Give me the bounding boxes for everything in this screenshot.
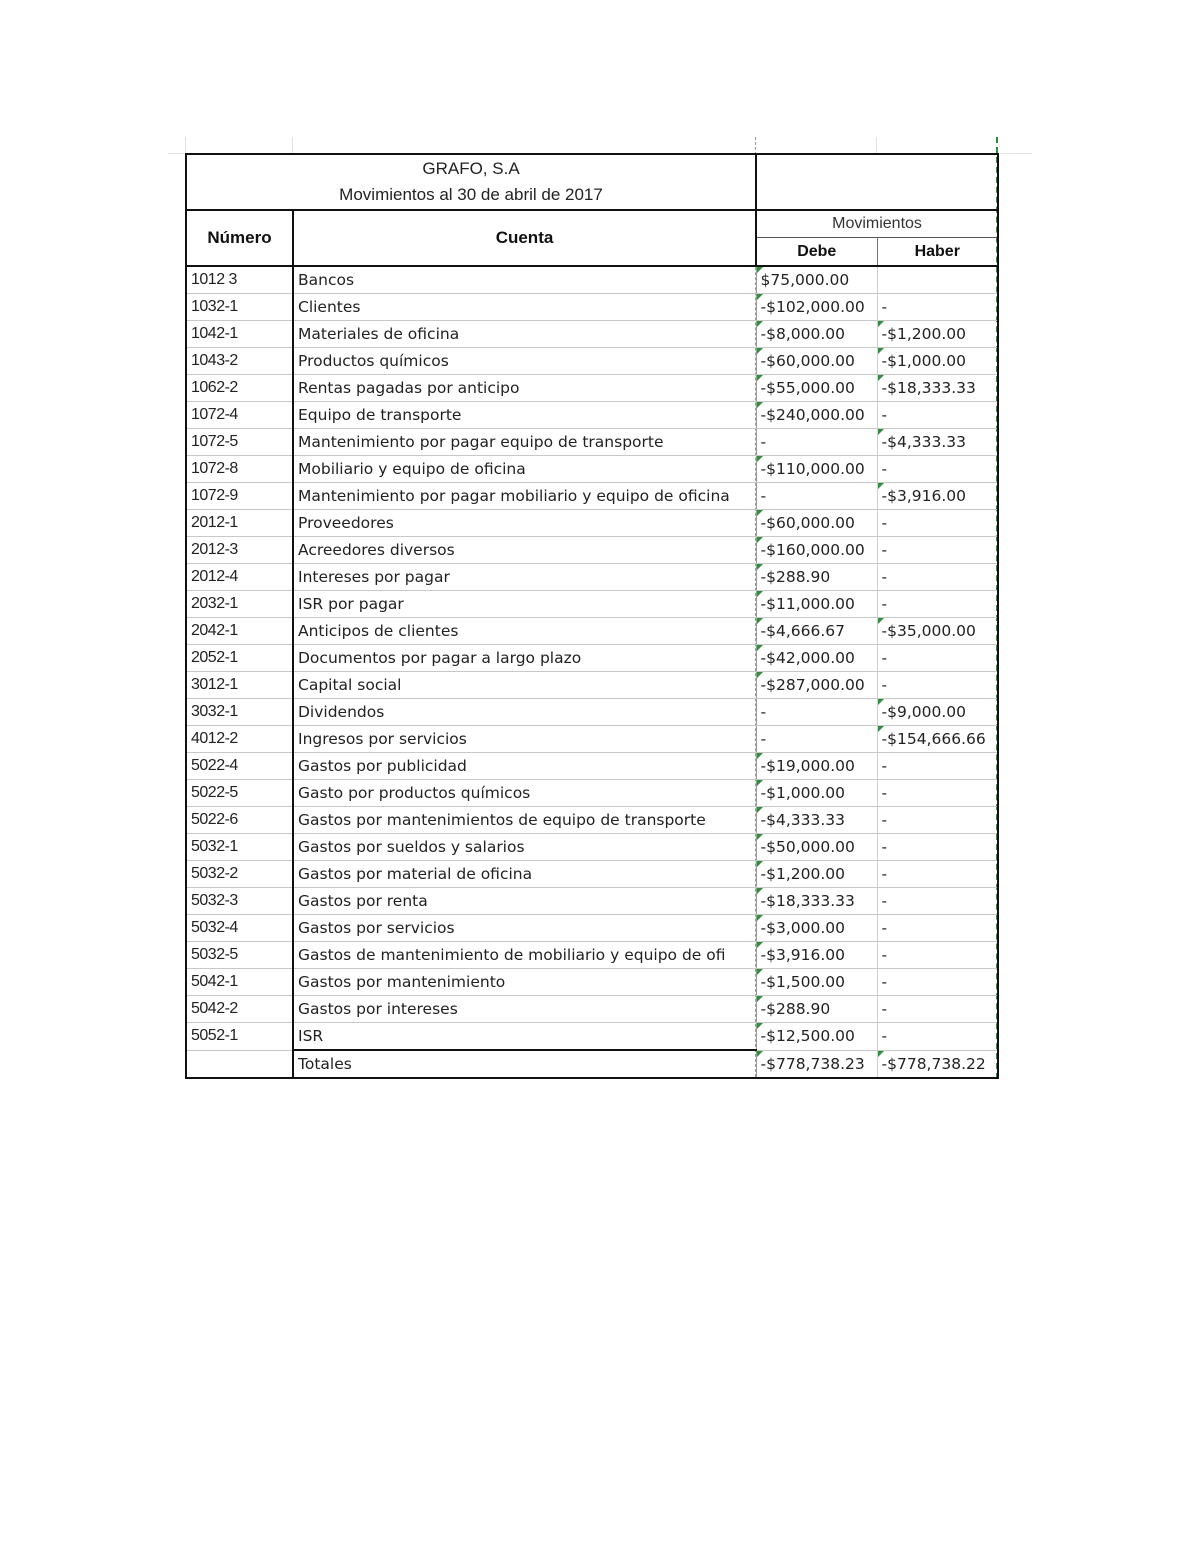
error-indicator-icon: [878, 618, 884, 624]
cell-cuenta[interactable]: Materiales de oficina: [293, 321, 756, 348]
table-row: [186, 348, 998, 375]
cell-cuenta[interactable]: Mobiliario y equipo de oficina: [293, 456, 756, 483]
cell-haber[interactable]: [877, 266, 998, 294]
cell-haber-value: -: [881, 838, 888, 856]
cell-haber[interactable]: [877, 294, 998, 321]
cell-debe[interactable]: [756, 591, 877, 618]
cell-debe[interactable]: [756, 888, 877, 915]
total-haber-value: -$778,738.22: [881, 1054, 986, 1073]
cell-haber-value: -$1,000.00: [881, 352, 966, 370]
cell-haber-value: -$35,000.00: [881, 622, 976, 640]
error-indicator-icon: [757, 780, 763, 786]
company-name: GRAFO, S.A: [422, 159, 520, 178]
cell-debe[interactable]: [756, 348, 877, 375]
cell-numero[interactable]: 5022-5: [186, 780, 293, 807]
error-indicator-icon: [757, 564, 763, 570]
cell-haber[interactable]: [877, 1023, 998, 1051]
error-indicator-icon: [757, 537, 763, 543]
cell-debe-value: -$4,333.33: [760, 811, 845, 829]
table-row: [186, 266, 998, 294]
report-title: [186, 154, 756, 210]
table-row: [186, 321, 998, 348]
cell-debe[interactable]: [756, 726, 877, 753]
cell-numero[interactable]: 1012 3: [186, 266, 293, 294]
total-debe-value: -$778,738.23: [760, 1054, 865, 1073]
cell-numero[interactable]: 5022-6: [186, 807, 293, 834]
cell-debe-value: -$240,000.00: [760, 406, 865, 424]
error-indicator-icon: [757, 996, 763, 1002]
gridline: [876, 137, 877, 153]
table-row: [186, 915, 998, 942]
header-haber: Haber: [877, 238, 998, 267]
cell-haber[interactable]: [877, 645, 998, 672]
cell-haber[interactable]: [877, 348, 998, 375]
cell-debe-value: $75,000.00: [760, 271, 850, 289]
table-row: [186, 483, 998, 510]
error-indicator-icon: [757, 294, 763, 300]
cell-haber[interactable]: [877, 699, 998, 726]
cell-debe[interactable]: [756, 915, 877, 942]
cell-numero[interactable]: 1072-9: [186, 483, 293, 510]
cell-haber[interactable]: [877, 672, 998, 699]
cell-cuenta[interactable]: Rentas pagadas por anticipo: [293, 375, 756, 402]
cell-cuenta[interactable]: Clientes: [293, 294, 756, 321]
cell-debe-value: -$3,916.00: [760, 946, 845, 964]
error-indicator-icon: [757, 321, 763, 327]
cell-numero[interactable]: 2042-1: [186, 618, 293, 645]
cell-debe[interactable]: [756, 456, 877, 483]
cell-haber-value: -: [881, 595, 888, 613]
cell-haber-value: -$3,916.00: [881, 487, 966, 505]
cell-cuenta[interactable]: Capital social: [293, 672, 756, 699]
cell-haber[interactable]: [877, 942, 998, 969]
cell-debe-value: -$3,000.00: [760, 919, 845, 937]
error-indicator-icon: [757, 456, 763, 462]
cell-haber[interactable]: [877, 618, 998, 645]
cell-haber-value: -: [881, 1000, 888, 1018]
cell-debe-value: -$60,000.00: [760, 514, 855, 532]
cell-numero[interactable]: 3032-1: [186, 699, 293, 726]
cell-debe-value: -$1,500.00: [760, 973, 845, 991]
cell-debe[interactable]: [756, 942, 877, 969]
cell-debe[interactable]: [756, 429, 877, 456]
cell-haber[interactable]: [877, 591, 998, 618]
ledger-body: [186, 266, 998, 1078]
cell-haber-value: -: [881, 811, 888, 829]
table-row: [186, 699, 998, 726]
cell-haber[interactable]: [877, 321, 998, 348]
error-indicator-icon: [757, 807, 763, 813]
cell-haber-value: -: [881, 973, 888, 991]
error-indicator-icon: [878, 348, 884, 354]
cell-numero[interactable]: 1072-8: [186, 456, 293, 483]
total-debe[interactable]: [756, 1050, 877, 1078]
cell-debe-value: -$8,000.00: [760, 325, 845, 343]
error-indicator-icon: [878, 375, 884, 381]
cell-debe-value: -$55,000.00: [760, 379, 855, 397]
cell-cuenta[interactable]: Gastos por renta: [293, 888, 756, 915]
table-row: [186, 618, 998, 645]
cell-numero[interactable]: 2012-3: [186, 537, 293, 564]
cell-haber[interactable]: [877, 834, 998, 861]
cell-debe-value: -$288.90: [760, 568, 831, 586]
cell-haber-value: -: [881, 757, 888, 775]
cell-debe-value: -$60,000.00: [760, 352, 855, 370]
gridline: [1000, 153, 1032, 154]
cell-haber[interactable]: [877, 726, 998, 753]
cell-haber[interactable]: [877, 996, 998, 1023]
cell-cuenta[interactable]: ISR: [293, 1023, 756, 1051]
cell-debe-value: -: [760, 487, 767, 505]
cell-haber[interactable]: [877, 402, 998, 429]
cell-cuenta[interactable]: Gasto por productos químicos: [293, 780, 756, 807]
table-row: [186, 942, 998, 969]
table-row: [186, 834, 998, 861]
cell-cuenta[interactable]: Anticipos de clientes: [293, 618, 756, 645]
cell-numero[interactable]: 1043-2: [186, 348, 293, 375]
cell-debe[interactable]: [756, 402, 877, 429]
cell-numero[interactable]: 5042-1: [186, 969, 293, 996]
cell-cuenta[interactable]: Gastos por material de oficina: [293, 861, 756, 888]
cell-debe[interactable]: [756, 834, 877, 861]
cell-haber-value: -: [881, 946, 888, 964]
cell-debe[interactable]: [756, 510, 877, 537]
cell-cuenta[interactable]: Dividendos: [293, 699, 756, 726]
table-row: [186, 591, 998, 618]
error-indicator-icon: [757, 1023, 763, 1029]
error-indicator-icon: [757, 510, 763, 516]
cell-numero[interactable]: 5032-5: [186, 942, 293, 969]
cell-numero[interactable]: 1042-1: [186, 321, 293, 348]
error-indicator-icon: [757, 645, 763, 651]
cell-numero[interactable]: 1072-4: [186, 402, 293, 429]
table-row: [186, 456, 998, 483]
error-indicator-icon: [757, 618, 763, 624]
header-cuenta: Cuenta: [293, 210, 756, 266]
error-indicator-icon: [757, 834, 763, 840]
cell-numero[interactable]: 3012-1: [186, 672, 293, 699]
table-row: [186, 429, 998, 456]
cell-debe[interactable]: [756, 483, 877, 510]
gridline: [168, 153, 185, 154]
cell-haber-value: -: [881, 649, 888, 667]
cell-debe[interactable]: [756, 807, 877, 834]
error-indicator-icon: [757, 591, 763, 597]
cell-haber[interactable]: [877, 537, 998, 564]
cell-debe-value: -: [760, 703, 767, 721]
cell-haber-value: -: [881, 568, 888, 586]
cell-haber-value: -$1,200.00: [881, 325, 966, 343]
cell-haber-value: -: [881, 541, 888, 559]
table-row: [186, 888, 998, 915]
error-indicator-icon: [757, 267, 763, 273]
cell-haber[interactable]: [877, 915, 998, 942]
title-blank-cell: [756, 154, 998, 210]
totals-label[interactable]: Totales: [293, 1050, 756, 1078]
error-indicator-icon: [757, 348, 763, 354]
cell-numero[interactable]: 5052-1: [186, 1023, 293, 1051]
cell-debe[interactable]: [756, 266, 877, 294]
table-row: [186, 996, 998, 1023]
cell-debe-value: -$42,000.00: [760, 649, 855, 667]
cell-numero[interactable]: 4012-2: [186, 726, 293, 753]
cell-cuenta[interactable]: Productos químicos: [293, 348, 756, 375]
cell-numero[interactable]: 2052-1: [186, 645, 293, 672]
cell-haber[interactable]: [877, 456, 998, 483]
error-indicator-icon: [757, 942, 763, 948]
error-indicator-icon: [878, 321, 884, 327]
cell-debe[interactable]: [756, 996, 877, 1023]
error-indicator-icon: [878, 429, 884, 435]
cell-numero[interactable]: 5042-2: [186, 996, 293, 1023]
cell-debe[interactable]: [756, 861, 877, 888]
table-row: [186, 537, 998, 564]
cell-haber[interactable]: [877, 861, 998, 888]
error-indicator-icon: [757, 1051, 763, 1057]
table-row: [186, 672, 998, 699]
error-indicator-icon: [757, 402, 763, 408]
table-row: [186, 402, 998, 429]
cell-haber-value: -: [881, 1027, 888, 1046]
table-row: [186, 375, 998, 402]
error-indicator-icon: [878, 483, 884, 489]
cell-numero[interactable]: 1032-1: [186, 294, 293, 321]
ledger-table: [185, 153, 999, 1079]
cell-cuenta[interactable]: Intereses por pagar: [293, 564, 756, 591]
cell-debe-value: -$160,000.00: [760, 541, 865, 559]
cell-haber[interactable]: [877, 510, 998, 537]
error-indicator-icon: [757, 888, 763, 894]
cell-cuenta[interactable]: Ingresos por servicios: [293, 726, 756, 753]
cell-debe-value: -$287,000.00: [760, 676, 865, 694]
cell-haber-value: -$4,333.33: [881, 433, 966, 451]
cell-cuenta[interactable]: Proveedores: [293, 510, 756, 537]
error-indicator-icon: [757, 375, 763, 381]
error-indicator-icon: [757, 915, 763, 921]
cell-cuenta[interactable]: Gastos de mantenimiento de mobiliario y equipo de ofi: [293, 942, 756, 969]
cell-debe[interactable]: [756, 618, 877, 645]
cell-numero[interactable]: 5032-2: [186, 861, 293, 888]
cell-debe[interactable]: [756, 645, 877, 672]
cell-cuenta[interactable]: Gastos por mantenimiento: [293, 969, 756, 996]
cell-haber-value: -$9,000.00: [881, 703, 966, 721]
cell-numero[interactable]: 5032-4: [186, 915, 293, 942]
table-row: [186, 645, 998, 672]
cell-haber[interactable]: [877, 753, 998, 780]
cell-debe-value: -: [760, 730, 767, 748]
cell-cuenta[interactable]: Equipo de transporte: [293, 402, 756, 429]
report-subtitle: Movimientos al 30 de abril de 2017: [339, 185, 603, 204]
error-indicator-icon: [757, 753, 763, 759]
cell-haber[interactable]: [877, 483, 998, 510]
cell-debe[interactable]: [756, 672, 877, 699]
cell-haber[interactable]: [877, 429, 998, 456]
error-indicator-icon: [757, 969, 763, 975]
cell-debe[interactable]: [756, 375, 877, 402]
cell-cuenta[interactable]: Mantenimiento por pagar equipo de transporte: [293, 429, 756, 456]
cell-debe[interactable]: [756, 1023, 877, 1051]
cell-debe-value: -$1,000.00: [760, 784, 845, 802]
table-row: [186, 753, 998, 780]
header-numero: Número: [186, 210, 293, 266]
cell-haber[interactable]: [877, 564, 998, 591]
cell-numero[interactable]: 2012-4: [186, 564, 293, 591]
cell-haber[interactable]: [877, 888, 998, 915]
cell-haber-value: -: [881, 676, 888, 694]
cell-debe-value: -$4,666.67: [760, 622, 845, 640]
cell-debe[interactable]: [756, 699, 877, 726]
cell-debe-value: -$12,500.00: [760, 1027, 855, 1046]
error-indicator-icon: [757, 672, 763, 678]
cell-cuenta[interactable]: Bancos: [293, 266, 756, 294]
table-row: [186, 294, 998, 321]
cell-numero[interactable]: 2032-1: [186, 591, 293, 618]
cell-cuenta[interactable]: ISR por pagar: [293, 591, 756, 618]
cell-cuenta[interactable]: Gastos por intereses: [293, 996, 756, 1023]
cell-haber-value: -$18,333.33: [881, 379, 976, 397]
cell-debe[interactable]: [756, 537, 877, 564]
cell-cuenta[interactable]: Gastos por servicios: [293, 915, 756, 942]
cell-debe[interactable]: [756, 564, 877, 591]
cell-haber-value: -: [881, 865, 888, 883]
cell-haber[interactable]: [877, 969, 998, 996]
table-row: [186, 726, 998, 753]
cell-debe-value: -$102,000.00: [760, 298, 865, 316]
cell-debe-value: -$110,000.00: [760, 460, 865, 478]
cell-haber-value: -$154,666.66: [881, 730, 986, 748]
cell-numero[interactable]: 5022-4: [186, 753, 293, 780]
table-row: [186, 510, 998, 537]
cell-cuenta[interactable]: Mantenimiento por pagar mobiliario y equipo de oficina: [293, 483, 756, 510]
cell-numero[interactable]: [186, 1050, 293, 1078]
cell-haber[interactable]: [877, 807, 998, 834]
cell-cuenta[interactable]: Gastos por publicidad: [293, 753, 756, 780]
cell-debe-value: -$11,000.00: [760, 595, 855, 613]
cell-debe[interactable]: [756, 294, 877, 321]
cell-debe[interactable]: [756, 780, 877, 807]
table-row: [186, 861, 998, 888]
cell-numero[interactable]: 2012-1: [186, 510, 293, 537]
totals-row: [186, 1050, 998, 1078]
gridline: [185, 137, 186, 153]
cell-debe-value: -$50,000.00: [760, 838, 855, 856]
cell-debe[interactable]: [756, 321, 877, 348]
table-row: [186, 564, 998, 591]
error-indicator-icon: [878, 1051, 884, 1057]
gridline: [292, 137, 293, 153]
cell-debe-value: -: [760, 433, 767, 451]
table-row: [186, 969, 998, 996]
cell-numero[interactable]: 1072-5: [186, 429, 293, 456]
cell-haber-value: -: [881, 514, 888, 532]
total-haber[interactable]: [877, 1050, 998, 1078]
header-debe: Debe: [756, 238, 877, 267]
cell-haber-value: -: [881, 892, 888, 910]
cell-debe-value: -$18,333.33: [760, 892, 855, 910]
cell-cuenta[interactable]: Gastos por mantenimientos de equipo de transporte: [293, 807, 756, 834]
cell-debe-value: -$1,200.00: [760, 865, 845, 883]
cell-numero[interactable]: 1062-2: [186, 375, 293, 402]
header-movimientos: Movimientos: [756, 210, 998, 238]
table-row: [186, 807, 998, 834]
cell-haber-value: -: [881, 919, 888, 937]
cell-debe-value: -$288.90: [760, 1000, 831, 1018]
table-row: [186, 780, 998, 807]
cell-cuenta[interactable]: Documentos por pagar a largo plazo: [293, 645, 756, 672]
cell-haber[interactable]: [877, 375, 998, 402]
cell-haber-value: -: [881, 406, 888, 424]
cell-numero[interactable]: 5032-1: [186, 834, 293, 861]
error-indicator-icon: [878, 726, 884, 732]
cell-haber[interactable]: [877, 780, 998, 807]
cell-debe[interactable]: [756, 969, 877, 996]
cell-haber-value: -: [881, 784, 888, 802]
table-row: [186, 1023, 998, 1051]
cell-haber-value: -: [881, 298, 888, 316]
cell-numero[interactable]: 5032-3: [186, 888, 293, 915]
error-indicator-icon: [878, 699, 884, 705]
cell-haber-value: -: [881, 460, 888, 478]
cell-cuenta[interactable]: Gastos por sueldos y salarios: [293, 834, 756, 861]
cell-debe[interactable]: [756, 753, 877, 780]
cell-cuenta[interactable]: Acreedores diversos: [293, 537, 756, 564]
error-indicator-icon: [757, 861, 763, 867]
cell-debe-value: -$19,000.00: [760, 757, 855, 775]
